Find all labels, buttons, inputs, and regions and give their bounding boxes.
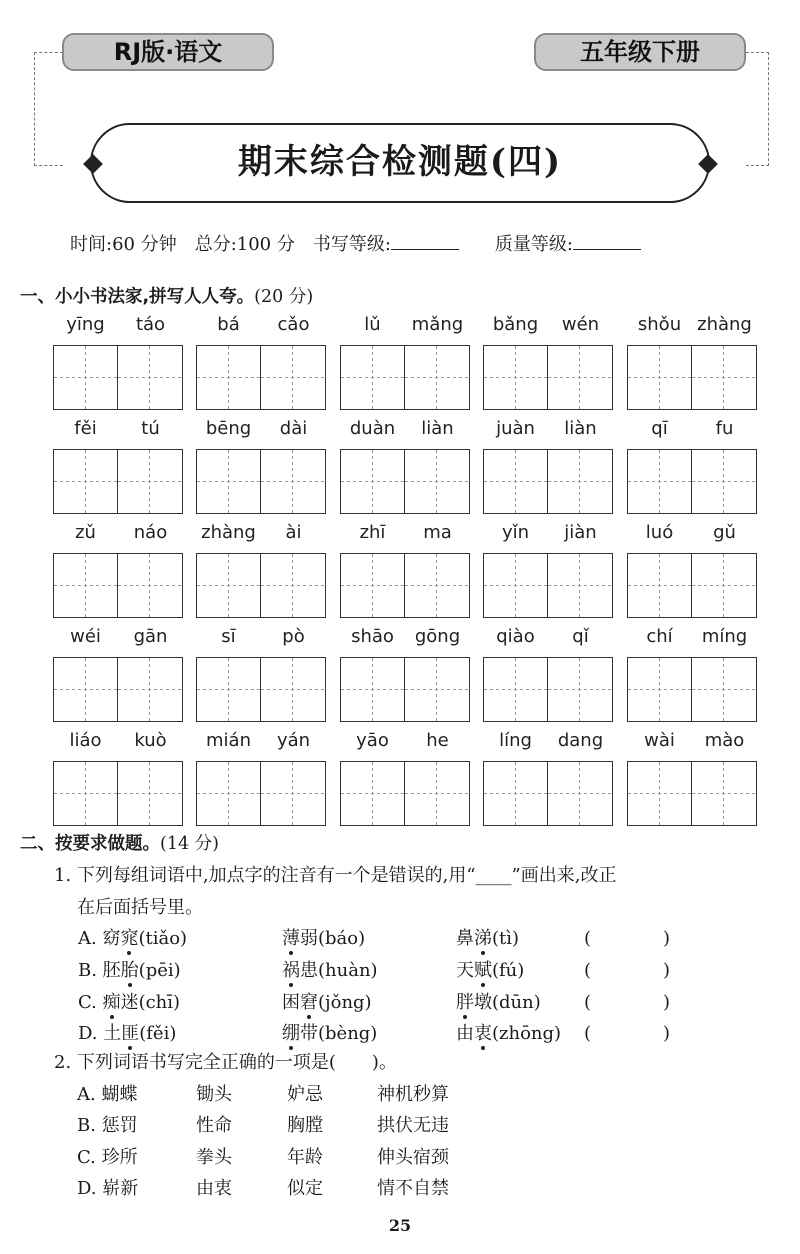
writing-box[interactable] xyxy=(196,345,261,410)
pinyin-label: ài xyxy=(285,522,302,543)
q1-option-word xyxy=(78,1019,176,1045)
word-pair xyxy=(196,730,326,800)
word-pair xyxy=(483,522,613,592)
writing-box[interactable] xyxy=(548,449,613,514)
writing-box[interactable] xyxy=(53,657,118,722)
grid-row xyxy=(53,626,758,696)
word-pair xyxy=(483,418,613,488)
writing-box[interactable] xyxy=(261,657,326,722)
dashed-frame-left xyxy=(34,52,63,166)
section1-title xyxy=(20,283,313,308)
pinyin-label: yīng xyxy=(66,314,105,335)
writing-box[interactable] xyxy=(692,761,757,826)
q1-option-word xyxy=(456,988,541,1014)
pinyin-label: jiàn xyxy=(564,522,597,543)
pinyin-label: wén xyxy=(561,314,600,335)
q1-word-pinyin: (jǒng) xyxy=(318,992,372,1013)
dotted-character: 涕 xyxy=(474,924,492,950)
pinyin-label: chí xyxy=(646,626,673,647)
pinyin-label: luó xyxy=(645,522,674,543)
writing-box[interactable] xyxy=(405,345,470,410)
dotted-character: 绷 xyxy=(282,1019,300,1045)
writing-box[interactable] xyxy=(483,553,548,618)
pinyin-label: pò xyxy=(282,626,305,647)
pinyin-label: ma xyxy=(423,522,452,543)
writing-box[interactable] xyxy=(53,761,118,826)
q1-word-pinyin: (fú) xyxy=(492,960,525,981)
word-pair xyxy=(340,626,470,696)
q2-option-word: 由衷 xyxy=(196,1178,232,1199)
pinyin-label: yāo xyxy=(356,730,389,751)
writing-box[interactable] xyxy=(196,657,261,722)
section1-score: (20 分) xyxy=(254,287,314,307)
quality-grade-blank[interactable] xyxy=(573,235,641,250)
q1-option-word xyxy=(456,924,519,950)
q1-word-text: 天 xyxy=(456,960,474,981)
q1-word-text: 鼻 xyxy=(456,928,474,949)
pinyin-label: yán xyxy=(276,730,311,751)
q2-option-word: 神机秒算 xyxy=(377,1084,449,1105)
writing-box[interactable] xyxy=(118,553,183,618)
writing-box[interactable] xyxy=(548,553,613,618)
word-pair xyxy=(196,626,326,696)
writing-box[interactable] xyxy=(405,553,470,618)
writing-box[interactable] xyxy=(405,657,470,722)
writing-box[interactable] xyxy=(261,761,326,826)
word-pair xyxy=(53,418,183,488)
dotted-character: 胎 xyxy=(121,956,139,982)
word-pair xyxy=(340,314,470,384)
q2-option-word: 拱伏无违 xyxy=(377,1115,449,1136)
answer-parentheses[interactable]: ( ) xyxy=(584,1023,671,1044)
answer-parentheses[interactable]: ( ) xyxy=(584,992,671,1013)
grid-row xyxy=(53,418,758,488)
q2-option-word: 性命 xyxy=(196,1115,232,1136)
pinyin-label: sī xyxy=(221,626,236,647)
dotted-character: 衷 xyxy=(474,1019,492,1045)
pinyin-label: qī xyxy=(651,418,668,439)
pinyin-label: gōng xyxy=(414,626,461,647)
question1-line1: 1. 下列每组词语中,加点字的注音有一个是错误的,用“____”画出来,改正 xyxy=(54,865,617,886)
writing-box[interactable] xyxy=(627,657,692,722)
word-pair xyxy=(53,626,183,696)
section2-title xyxy=(20,830,219,855)
word-pair xyxy=(340,522,470,592)
writing-box[interactable] xyxy=(483,449,548,514)
writing-box[interactable] xyxy=(483,345,548,410)
section2-score: (14 分) xyxy=(160,834,219,854)
writing-box[interactable] xyxy=(692,449,757,514)
q1-word-pinyin: (zhōng) xyxy=(492,1023,562,1044)
writing-box[interactable] xyxy=(53,449,118,514)
writing-box[interactable] xyxy=(692,657,757,722)
q1-option-word xyxy=(282,1019,377,1045)
pinyin-label: mián xyxy=(206,730,251,751)
pinyin-label: bǎng xyxy=(492,314,539,335)
q1-word-text: B. 胚 xyxy=(78,960,121,981)
word-pair xyxy=(340,418,470,488)
q2-option-word: 情不自禁 xyxy=(377,1178,449,1199)
word-pair xyxy=(53,522,183,592)
answer-parentheses[interactable]: ( ) xyxy=(584,928,671,949)
dotted-character: 痴 xyxy=(103,988,121,1014)
pinyin-label: shāo xyxy=(351,626,394,647)
pinyin-label: yǐn xyxy=(501,522,530,543)
question1-line2: 在后面括号里。 xyxy=(77,897,203,918)
pinyin-label: duàn xyxy=(349,418,396,439)
writing-box[interactable] xyxy=(548,345,613,410)
writing-box[interactable] xyxy=(196,449,261,514)
q2-option-word: 锄头 xyxy=(196,1084,232,1105)
pinyin-label: he xyxy=(426,730,449,751)
question2-text: 2. 下列词语书写完全正确的一项是( )。 xyxy=(54,1052,397,1073)
page-title: 期末综合检测题(四) xyxy=(90,123,710,203)
pinyin-label: gǔ xyxy=(713,522,736,543)
q1-word-pinyin: 迷(chī) xyxy=(120,992,181,1013)
pinyin-label: bēng xyxy=(205,418,252,439)
edition-badge: RJ版·语文 xyxy=(62,33,274,71)
q2-option-word: A. 蝴蝶 xyxy=(77,1084,138,1105)
word-pair xyxy=(627,314,757,384)
pinyin-label: wài xyxy=(644,730,675,751)
writing-box[interactable] xyxy=(548,761,613,826)
q1-word-pinyin: (pēi) xyxy=(138,960,181,981)
pinyin-label: qiào xyxy=(496,626,535,647)
pinyin-label: táo xyxy=(135,314,166,335)
pinyin-label: wéi xyxy=(70,626,101,647)
q2-option-word: C. 珍所 xyxy=(77,1147,138,1168)
writing-box[interactable] xyxy=(340,553,405,618)
pinyin-label: zhàng xyxy=(201,522,256,543)
writing-grade-blank[interactable] xyxy=(391,235,459,250)
word-pair xyxy=(627,730,757,800)
q1-word-text: 由 xyxy=(456,1023,474,1044)
q1-option-word xyxy=(456,1019,561,1045)
writing-box[interactable] xyxy=(261,449,326,514)
pinyin-label: fěi xyxy=(74,418,97,439)
word-pair xyxy=(483,314,613,384)
grade-badge: 五年级下册 xyxy=(534,33,746,71)
q2-option-word: 似定 xyxy=(287,1178,323,1199)
grid-row xyxy=(53,522,758,592)
q1-word-pinyin: 患(huàn) xyxy=(300,960,378,981)
quality-label: 质量等级: xyxy=(494,234,573,255)
dotted-character: 祸 xyxy=(282,956,300,982)
q1-option-word xyxy=(78,924,187,950)
q1-word-text: A. 窈 xyxy=(78,928,121,949)
pinyin-label: míng xyxy=(701,626,748,647)
q1-word-pinyin: (tiǎo) xyxy=(138,928,188,949)
q1-word-pinyin: (tì) xyxy=(492,928,520,949)
q1-option-word xyxy=(78,956,181,982)
pinyin-label: liáo xyxy=(69,730,102,751)
section2-title-text: 二、按要求做题。 xyxy=(20,834,160,854)
q1-word-pinyin: 弱(báo) xyxy=(300,928,366,949)
q2-option-word: 胸膛 xyxy=(287,1115,323,1136)
writing-box[interactable] xyxy=(692,345,757,410)
pinyin-label: mǎng xyxy=(411,314,464,335)
writing-box[interactable] xyxy=(118,345,183,410)
writing-box[interactable] xyxy=(118,761,183,826)
word-pair xyxy=(340,730,470,800)
word-pair xyxy=(627,418,757,488)
dotted-character: 胖 xyxy=(456,988,474,1014)
word-pair xyxy=(53,314,183,384)
writing-box[interactable] xyxy=(53,345,118,410)
word-pair xyxy=(483,626,613,696)
writing-box[interactable] xyxy=(261,553,326,618)
dotted-character: 窕 xyxy=(120,924,138,950)
pinyin-label: fu xyxy=(715,418,734,439)
writing-box[interactable] xyxy=(548,657,613,722)
writing-box[interactable] xyxy=(627,449,692,514)
pinyin-label: bá xyxy=(217,314,240,335)
q1-word-pinyin: 带(bèng) xyxy=(300,1023,378,1044)
pinyin-label: dài xyxy=(279,418,308,439)
pinyin-label: liàn xyxy=(421,418,454,439)
q2-option-word: 拳头 xyxy=(196,1147,232,1168)
grid-row xyxy=(53,314,758,384)
pinyin-label: juàn xyxy=(496,418,535,439)
word-pair xyxy=(627,522,757,592)
writing-box[interactable] xyxy=(692,553,757,618)
pinyin-label: qǐ xyxy=(572,626,589,647)
writing-box[interactable] xyxy=(340,449,405,514)
q1-word-text: 困 xyxy=(282,992,300,1013)
q1-word-pinyin: 墩(dūn) xyxy=(474,992,541,1013)
pinyin-label: kuò xyxy=(134,730,167,751)
q1-word-text: D. 土 xyxy=(78,1023,122,1044)
writing-box[interactable] xyxy=(340,345,405,410)
pinyin-label: tú xyxy=(141,418,160,439)
writing-box[interactable] xyxy=(627,553,692,618)
q2-option-word: D. 崭新 xyxy=(77,1178,139,1199)
word-pair xyxy=(483,730,613,800)
word-pair xyxy=(196,314,326,384)
dotted-character: 窘 xyxy=(300,988,318,1014)
dotted-character: 薄 xyxy=(282,924,300,950)
dashed-frame-right xyxy=(746,52,769,166)
exam-info xyxy=(70,230,641,256)
q1-word-pinyin: (fěi) xyxy=(139,1023,177,1044)
writing-box[interactable] xyxy=(53,553,118,618)
answer-parentheses[interactable]: ( ) xyxy=(584,960,671,981)
pinyin-label: cǎo xyxy=(277,314,310,335)
pinyin-label: zhī xyxy=(359,522,386,543)
pinyin-label: liàn xyxy=(564,418,597,439)
q1-option-word xyxy=(78,988,180,1014)
word-pair xyxy=(53,730,183,800)
writing-box[interactable] xyxy=(627,345,692,410)
pinyin-label: lǔ xyxy=(364,314,381,335)
q1-word-text: C. xyxy=(78,992,103,1013)
writing-box[interactable] xyxy=(261,345,326,410)
dotted-character: 赋 xyxy=(474,956,492,982)
writing-box[interactable] xyxy=(196,761,261,826)
writing-box[interactable] xyxy=(118,449,183,514)
writing-box[interactable] xyxy=(196,553,261,618)
writing-box[interactable] xyxy=(405,761,470,826)
q1-option-word xyxy=(456,956,524,982)
pinyin-label: gān xyxy=(133,626,168,647)
writing-box[interactable] xyxy=(340,657,405,722)
word-pair xyxy=(627,626,757,696)
q1-option-word xyxy=(282,956,378,982)
writing-box[interactable] xyxy=(340,761,405,826)
q1-option-word xyxy=(282,924,365,950)
pinyin-label: shǒu xyxy=(637,314,682,335)
exam-info-text: 时间:60 分钟 总分:100 分 书写等级: xyxy=(70,234,391,255)
pinyin-label: mào xyxy=(704,730,745,751)
q2-option-word: 妒忌 xyxy=(287,1084,323,1105)
writing-box[interactable] xyxy=(483,761,548,826)
pinyin-label: zhàng xyxy=(697,314,752,335)
q2-option-word: 年龄 xyxy=(287,1147,323,1168)
pinyin-label: zǔ xyxy=(75,522,96,543)
writing-box[interactable] xyxy=(118,657,183,722)
grid-row xyxy=(53,730,758,800)
dotted-character: 匪 xyxy=(121,1019,139,1045)
q1-option-word xyxy=(282,988,372,1014)
word-pair xyxy=(196,522,326,592)
pinyin-label: náo xyxy=(133,522,168,543)
writing-box[interactable] xyxy=(405,449,470,514)
writing-box[interactable] xyxy=(627,761,692,826)
pinyin-label: dang xyxy=(557,730,604,751)
page-number: 25 xyxy=(388,1216,412,1235)
pinyin-label: líng xyxy=(499,730,532,751)
writing-box[interactable] xyxy=(483,657,548,722)
q2-option-word: B. 惩罚 xyxy=(77,1115,138,1136)
word-pair xyxy=(196,418,326,488)
section1-title-text: 一、小小书法家,拼写人人夸。 xyxy=(20,287,255,307)
q2-option-word: 伸头宿颈 xyxy=(377,1147,449,1168)
